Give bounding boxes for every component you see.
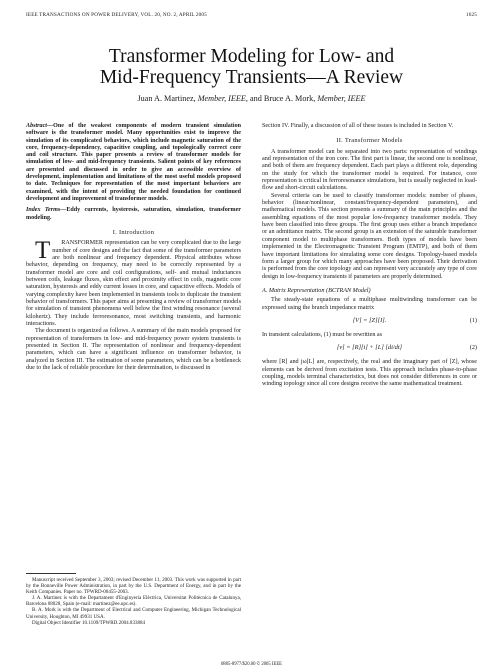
right-column — [262, 123, 477, 389]
author-1-role: Member, IEEE, — [197, 94, 248, 103]
author-2: and Bruce A. Mork, — [250, 94, 316, 103]
intro-paragraph-1 — [26, 237, 241, 328]
models-paragraph-5: where [R] and jω[L] are, respectively, the real and the imaginary part of [Z], whose elements can be derived from excitation tests. This approach includes phase-to-phase coupling, models terminal characteristics, but does not consider differences in core or winding topology since all core designs receive the same mathematical treatment. — [262, 359, 477, 388]
index-terms-lead: Index Terms— — [26, 207, 67, 214]
footnotes — [26, 577, 241, 626]
equation-2-number: (2) — [469, 344, 477, 352]
subsection-heading-bctran: A. Matrix Representation (BCTRAN Model) — [262, 286, 371, 294]
models-paragraph-4: In transient calculations, (1) must be rewritten as — [262, 331, 383, 338]
footnote-doi: Digital Object Identifier 10.1109/TPWRD.2004.833884 — [32, 619, 146, 626]
footnote-manuscript: Manuscript received September 3, 2003; revised December 11, 2003. This work was supported in part by the Bonneville Power Administration, in part by the U.S. Department of Energy, and in part by the Keith Companies. Paper no. TPWRD-00455-2003. — [26, 577, 241, 596]
equation-1-number: (1) — [469, 316, 477, 324]
running-head — [26, 12, 477, 22]
models-paragraph-3: The steady-state equations of a multiphase multiwinding transformer can be expressed using the branch impedance matrix — [262, 297, 477, 311]
abstract — [26, 123, 241, 203]
left-column — [26, 123, 241, 372]
section-heading-introduction: I. Introduction — [112, 228, 155, 236]
abstract-lead: Abstract— — [26, 123, 54, 129]
drop-cap: T — [35, 237, 51, 265]
author-line — [0, 94, 503, 103]
section-heading-models: II. Transformer Models — [336, 137, 403, 145]
footnote-author-2: B. A. Mork is with the Department of Electrical and Computer Engineering, Michigan Technological University, Houghton, MI 49931 USA. — [26, 607, 241, 620]
paper-title — [0, 46, 503, 88]
equation-2 — [262, 343, 477, 355]
index-terms — [26, 207, 241, 222]
equation-1-expression: [V] = [Z][I]. — [352, 316, 387, 324]
index-terms-text: Eddy currents, hysteresis, saturation, simulation, transformer modeling. — [26, 207, 241, 221]
journal-header: IEEE TRANSACTIONS ON POWER DELIVERY, VOL. 20, NO. 2, APRIL 2005 — [26, 12, 207, 18]
page-number: 1625 — [466, 12, 477, 18]
abstract-text: One of the weakest components of modern transient simulation software is the transformer model. Many opportunities exist to improve the simulation of its complicated behaviors, which include magnetic saturation of the core, frequency-dependency, capacitive coupling, and topologically correct core and coil structure. This paper presents a review of transformer models for simulation of low- and mid-frequency transients. Salient points of key references are presented and discussed in order to give an accessible overview of development, implementation and limitations of the most useful models proposed to date. Techniques for representation of the most important behaviors are examined, with the intent of providing the needed foundation for continued development and improvement of transformer models. — [26, 123, 241, 202]
title-line-1: Transformer Modeling for Low- and — [108, 46, 395, 67]
intro-paragraph-1-text: representation can be very complicated due to the large number of core designs and the fact that some of the transformer parameters are both nonlinear and frequency dependent. Physical attributes whose behavior, depending on frequency, may need to be correctly represented by a transformer model are core and coil configurations, self- and mutual inductances between coils, leakage fluxes, skin effect and proximity effect in coils, magnetic core saturation, hysteresis and eddy current losses in core, and capacitive effects. Models of varying complexity have been implemented in transients tools to duplicate the transient behavior of transformers. This paper aims at presenting a review of transformer models for simulation of transient phenomena well below the first winding resonance (several kilohertz). They include ferroresonance, most switching transients, and harmonic interactions. — [26, 240, 241, 327]
equation-1 — [262, 316, 477, 328]
author-1: Juan A. Martinez, — [137, 94, 196, 103]
footnote-author-1: J. A. Martinez is with the Departament d'Enginyeria Elèctrica, Universitat Politècnica de Catalunya, Barcelona 08028, Spain (e-mail: martinez@ee.upc.es). — [26, 595, 241, 608]
copyright-line: 0885-8977/$20.00 © 2005 IEEE — [220, 662, 283, 667]
author-2-role: Member, IEEE — [317, 94, 366, 103]
equation-2-expression: [v] = [R][i] + [L] [di/dt] — [336, 344, 403, 352]
models-paragraph-1: A transformer model can be separated into two parts: representation of windings and representation of the iron core. The first part is linear, the second one is nonlinear, and both of them are frequency dependent. Each part plays a different role, depending on the study for which the transformer model is required. For instance, core representation is critical in ferroresonance simulations, but is usually neglected in load-flow and short-circuit calculations. — [262, 148, 477, 192]
footnote-rule — [26, 573, 76, 574]
intro-continuation: Section IV. Finally, a discussion of all of these issues is included in Section V. — [262, 123, 454, 129]
title-line-2: Mid-Frequency Transients—A Review — [99, 67, 404, 88]
intro-paragraph-2: The document is organized as follows. A summary of the main models proposed for representation of transformers in low- and mid-frequency power system transients is presented in Section II. The representation of nonlinear and frequency-dependent parameters, which can have a significant influence on transformer behavior, is analyzed in Section III. The estimation of some parameters, which can be a bottleneck due to the lack of reliable procedure for their determination, is discussed in — [26, 328, 241, 372]
drop-cap-rest: RANSFORMER — [61, 240, 103, 247]
models-paragraph-2: Several criteria can be used to classify transformer models: number of phases, behavior (linear/nonlinear, constant/frequency-dependent parameters), and mathematical models. This section presents a summary of the main principles and the assembling equations of the most popular low-frequency transformer models. They have been classified into three groups. The first group uses either a branch impedance or an admittance matrix. The second group is an extension of the saturable transformer component model to multiphase transformers. Both types of models have been implemented in the Electromagnetic Transient Program (EMTP), and both of them have important limitations for simulating some core designs. Topology-based models form a larger group for which many approaches have been proposed. Their derivation is performed from the core topology and can represent very accurately any type of core design in low-frequency transients if parameters are properly determined. — [262, 192, 477, 280]
